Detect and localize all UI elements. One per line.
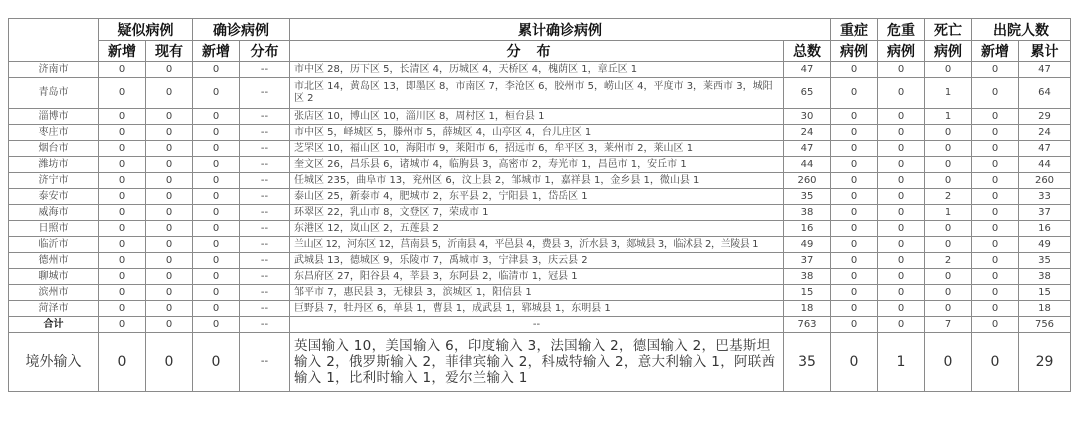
severe-cell: 0 <box>831 237 878 253</box>
death-cell: 1 <box>925 109 972 125</box>
severe-cell: 0 <box>831 285 878 301</box>
distribution-cell: 巨野县 7，牡丹区 6，单县 1，曹县 1，成武县 1，郓城县 1，东明县 1 <box>290 301 784 317</box>
confirmed-new-cell: 0 <box>193 237 240 253</box>
death-cell: 0 <box>925 62 972 78</box>
discharged-new-cell: 0 <box>972 221 1019 237</box>
distribution-cell: 泰山区 25，新泰市 4，肥城市 2，东平县 2，宁阳县 1，岱岳区 1 <box>290 189 784 205</box>
critical-cell: 0 <box>878 205 925 221</box>
death-cell: 0 <box>925 237 972 253</box>
discharged-new-cell: 0 <box>972 173 1019 189</box>
city-cell: 枣庄市 <box>9 125 99 141</box>
table-row <box>9 205 1071 221</box>
confirmed-distribution-cell: -- <box>240 221 290 237</box>
confirmed-distribution-cell: -- <box>240 301 290 317</box>
total-cell: 18 <box>784 301 831 317</box>
total-row <box>9 317 1071 333</box>
suspected-new-cell: 0 <box>99 189 146 205</box>
severe-cell: 0 <box>831 269 878 285</box>
severe-cell: 0 <box>831 333 878 392</box>
suspected-new-cell: 0 <box>99 141 146 157</box>
suspected-new-cell: 0 <box>99 285 146 301</box>
critical-cell: 0 <box>878 269 925 285</box>
death-cell: 0 <box>925 269 972 285</box>
total-cell: 24 <box>784 125 831 141</box>
suspected-new-cell: 0 <box>99 269 146 285</box>
suspected-new-cell: 0 <box>99 237 146 253</box>
header-suspected-current: 现有 <box>146 41 193 62</box>
total-cell: 35 <box>784 333 831 392</box>
discharged-new-cell: 0 <box>972 78 1019 109</box>
suspected-current-cell: 0 <box>146 189 193 205</box>
suspected-current-cell: 0 <box>146 237 193 253</box>
city-cell: 临沂市 <box>9 237 99 253</box>
critical-cell: 0 <box>878 109 925 125</box>
suspected-new-cell: 0 <box>99 173 146 189</box>
discharged-new-cell: 0 <box>972 253 1019 269</box>
discharged-cumulative-cell: 47 <box>1019 141 1071 157</box>
city-cell: 菏泽市 <box>9 301 99 317</box>
table-row <box>9 285 1071 301</box>
distribution-cell: 任城区 235，曲阜市 13，兖州区 6，汶上县 2，邹城市 1，嘉祥县 1，金乡县 1，微山县 1 <box>290 173 784 189</box>
critical-cell: 0 <box>878 317 925 333</box>
critical-cell: 0 <box>878 125 925 141</box>
header-severe-cases: 病例 <box>831 41 878 62</box>
covid-statistics-table <box>8 18 1071 392</box>
confirmed-new-cell: 0 <box>193 317 240 333</box>
import-row <box>9 333 1071 392</box>
death-cell: 0 <box>925 157 972 173</box>
city-cell: 潍坊市 <box>9 157 99 173</box>
discharged-new-cell: 0 <box>972 237 1019 253</box>
city-cell: 滨州市 <box>9 285 99 301</box>
total-cell: 37 <box>784 253 831 269</box>
confirmed-new-cell: 0 <box>193 157 240 173</box>
suspected-current-cell: 0 <box>146 109 193 125</box>
suspected-new-cell: 0 <box>99 253 146 269</box>
discharged-cumulative-cell: 16 <box>1019 221 1071 237</box>
distribution-cell: 英国输入 10，美国输入 6，印度输入 3，法国输入 2，德国输入 2，巴基斯坦输入 2，俄罗斯输入 2，菲律宾输入 2，科威特输入 2，意大利输入 1，阿联酋输入 1，比利时输入 1，爱尔兰输入 1 <box>290 333 784 392</box>
critical-cell: 0 <box>878 157 925 173</box>
discharged-new-cell: 0 <box>972 62 1019 78</box>
discharged-cumulative-cell: 260 <box>1019 173 1071 189</box>
death-cell: 2 <box>925 253 972 269</box>
suspected-new-cell: 0 <box>99 333 146 392</box>
death-cell: 0 <box>925 221 972 237</box>
confirmed-new-cell: 0 <box>193 221 240 237</box>
confirmed-distribution-cell: -- <box>240 78 290 109</box>
suspected-new-cell: 0 <box>99 109 146 125</box>
suspected-current-cell: 0 <box>146 333 193 392</box>
death-cell: 0 <box>925 333 972 392</box>
critical-cell: 0 <box>878 221 925 237</box>
total-cell: 16 <box>784 221 831 237</box>
distribution-cell: 张店区 10，博山区 10，淄川区 8，周村区 1，桓台县 1 <box>290 109 784 125</box>
discharged-cumulative-cell: 29 <box>1019 109 1071 125</box>
table-row <box>9 125 1071 141</box>
suspected-new-cell: 0 <box>99 125 146 141</box>
confirmed-new-cell: 0 <box>193 189 240 205</box>
critical-cell: 0 <box>878 173 925 189</box>
discharged-new-cell: 0 <box>972 333 1019 392</box>
death-cell: 1 <box>925 205 972 221</box>
distribution-cell: -- <box>290 317 784 333</box>
confirmed-distribution-cell: -- <box>240 62 290 78</box>
discharged-cumulative-cell: 15 <box>1019 285 1071 301</box>
header-severe: 重症 <box>831 19 878 41</box>
death-cell: 0 <box>925 173 972 189</box>
suspected-new-cell: 0 <box>99 157 146 173</box>
discharged-new-cell: 0 <box>972 141 1019 157</box>
header-suspected-new: 新增 <box>99 41 146 62</box>
distribution-cell: 市北区 14，黄岛区 13，即墨区 8，市南区 7，李沧区 6，胶州市 5，崂山区 4，平度市 3，莱西市 3，城阳区 2 <box>290 78 784 109</box>
confirmed-new-cell: 0 <box>193 125 240 141</box>
total-cell: 15 <box>784 285 831 301</box>
suspected-current-cell: 0 <box>146 253 193 269</box>
table-row <box>9 301 1071 317</box>
city-cell: 日照市 <box>9 221 99 237</box>
confirmed-new-cell: 0 <box>193 205 240 221</box>
severe-cell: 0 <box>831 125 878 141</box>
discharged-new-cell: 0 <box>972 125 1019 141</box>
table-row <box>9 253 1071 269</box>
severe-cell: 0 <box>831 141 878 157</box>
header-total: 总数 <box>784 41 831 62</box>
table-row <box>9 189 1071 205</box>
confirmed-distribution-cell: -- <box>240 205 290 221</box>
table-row <box>9 237 1071 253</box>
discharged-cumulative-cell: 47 <box>1019 62 1071 78</box>
distribution-cell: 武城县 13，德城区 9，乐陵市 7，禹城市 3，宁津县 3，庆云县 2 <box>290 253 784 269</box>
total-cell: 49 <box>784 237 831 253</box>
suspected-current-cell: 0 <box>146 269 193 285</box>
distribution-cell: 东港区 12，岚山区 2，五莲县 2 <box>290 221 784 237</box>
total-cell: 65 <box>784 78 831 109</box>
death-cell: 7 <box>925 317 972 333</box>
total-cell: 47 <box>784 62 831 78</box>
confirmed-new-cell: 0 <box>193 141 240 157</box>
confirmed-distribution-cell: -- <box>240 237 290 253</box>
total-cell: 35 <box>784 189 831 205</box>
header-suspected: 疑似病例 <box>99 19 193 41</box>
header-confirmed-new: 新增 <box>193 41 240 62</box>
table-row <box>9 141 1071 157</box>
suspected-current-cell: 0 <box>146 157 193 173</box>
confirmed-distribution-cell: -- <box>240 157 290 173</box>
critical-cell: 0 <box>878 141 925 157</box>
confirmed-distribution-cell: -- <box>240 109 290 125</box>
header-death-cases: 病例 <box>925 41 972 62</box>
confirmed-distribution-cell: -- <box>240 333 290 392</box>
critical-cell: 0 <box>878 253 925 269</box>
death-cell: 0 <box>925 125 972 141</box>
discharged-cumulative-cell: 33 <box>1019 189 1071 205</box>
total-cell: 38 <box>784 205 831 221</box>
suspected-new-cell: 0 <box>99 317 146 333</box>
suspected-current-cell: 0 <box>146 78 193 109</box>
discharged-new-cell: 0 <box>972 189 1019 205</box>
suspected-current-cell: 0 <box>146 317 193 333</box>
critical-cell: 1 <box>878 333 925 392</box>
total-label-cell: 合计 <box>9 317 99 333</box>
severe-cell: 0 <box>831 253 878 269</box>
severe-cell: 0 <box>831 189 878 205</box>
discharged-cumulative-cell: 37 <box>1019 205 1071 221</box>
confirmed-distribution-cell: -- <box>240 285 290 301</box>
confirmed-distribution-cell: -- <box>240 317 290 333</box>
confirmed-new-cell: 0 <box>193 269 240 285</box>
discharged-cumulative-cell: 38 <box>1019 269 1071 285</box>
severe-cell: 0 <box>831 62 878 78</box>
confirmed-distribution-cell: -- <box>240 253 290 269</box>
discharged-new-cell: 0 <box>972 157 1019 173</box>
discharged-new-cell: 0 <box>972 205 1019 221</box>
confirmed-new-cell: 0 <box>193 109 240 125</box>
discharged-cumulative-cell: 756 <box>1019 317 1071 333</box>
severe-cell: 0 <box>831 157 878 173</box>
confirmed-new-cell: 0 <box>193 62 240 78</box>
suspected-current-cell: 0 <box>146 285 193 301</box>
discharged-cumulative-cell: 44 <box>1019 157 1071 173</box>
header-critical: 危重 <box>878 19 925 41</box>
header-city-blank <box>9 19 99 62</box>
death-cell: 2 <box>925 189 972 205</box>
suspected-current-cell: 0 <box>146 205 193 221</box>
death-cell: 0 <box>925 141 972 157</box>
total-cell: 47 <box>784 141 831 157</box>
suspected-current-cell: 0 <box>146 125 193 141</box>
confirmed-distribution-cell: -- <box>240 189 290 205</box>
severe-cell: 0 <box>831 173 878 189</box>
discharged-new-cell: 0 <box>972 317 1019 333</box>
table-row <box>9 173 1071 189</box>
distribution-cell: 邹平市 7，惠民县 3，无棣县 3，滨城区 1，阳信县 1 <box>290 285 784 301</box>
severe-cell: 0 <box>831 109 878 125</box>
discharged-new-cell: 0 <box>972 109 1019 125</box>
critical-cell: 0 <box>878 237 925 253</box>
confirmed-new-cell: 0 <box>193 285 240 301</box>
distribution-cell: 东昌府区 27，阳谷县 4，莘县 3，东阿县 2，临清市 1，冠县 1 <box>290 269 784 285</box>
critical-cell: 0 <box>878 301 925 317</box>
city-cell: 烟台市 <box>9 141 99 157</box>
table-body <box>9 62 1071 392</box>
confirmed-distribution-cell: -- <box>240 141 290 157</box>
discharged-cumulative-cell: 18 <box>1019 301 1071 317</box>
discharged-new-cell: 0 <box>972 285 1019 301</box>
discharged-cumulative-cell: 49 <box>1019 237 1071 253</box>
header-confirmed: 确诊病例 <box>193 19 290 41</box>
death-cell: 1 <box>925 78 972 109</box>
city-cell: 德州市 <box>9 253 99 269</box>
distribution-cell: 市中区 5，峄城区 5，滕州市 5，薛城区 4，山亭区 4，台儿庄区 1 <box>290 125 784 141</box>
table-header <box>9 19 1071 62</box>
severe-cell: 0 <box>831 317 878 333</box>
header-cumulative: 累计确诊病例 <box>290 19 831 41</box>
total-cell: 30 <box>784 109 831 125</box>
confirmed-new-cell: 0 <box>193 173 240 189</box>
confirmed-new-cell: 0 <box>193 253 240 269</box>
confirmed-new-cell: 0 <box>193 78 240 109</box>
severe-cell: 0 <box>831 221 878 237</box>
critical-cell: 0 <box>878 78 925 109</box>
statistics-table-container <box>8 18 1070 392</box>
city-cell: 青岛市 <box>9 78 99 109</box>
table-row <box>9 78 1071 109</box>
header-discharged-new: 新增 <box>972 41 1019 62</box>
header-discharged-cumulative: 累计 <box>1019 41 1071 62</box>
city-cell: 聊城市 <box>9 269 99 285</box>
distribution-cell: 奎文区 26，昌乐县 6，诸城市 4，临朐县 3，高密市 2，寿光市 1，昌邑市 1，安丘市 1 <box>290 157 784 173</box>
city-cell: 威海市 <box>9 205 99 221</box>
table-row <box>9 269 1071 285</box>
suspected-new-cell: 0 <box>99 78 146 109</box>
discharged-cumulative-cell: 64 <box>1019 78 1071 109</box>
confirmed-distribution-cell: -- <box>240 173 290 189</box>
confirmed-new-cell: 0 <box>193 301 240 317</box>
discharged-new-cell: 0 <box>972 269 1019 285</box>
death-cell: 0 <box>925 285 972 301</box>
confirmed-distribution-cell: -- <box>240 125 290 141</box>
discharged-cumulative-cell: 24 <box>1019 125 1071 141</box>
distribution-cell: 芝罘区 10，福山区 10，海阳市 9，莱阳市 6，招远市 6，牟平区 3，莱州市 2，莱山区 1 <box>290 141 784 157</box>
suspected-new-cell: 0 <box>99 221 146 237</box>
table-row <box>9 157 1071 173</box>
severe-cell: 0 <box>831 301 878 317</box>
confirmed-new-cell: 0 <box>193 333 240 392</box>
table-row <box>9 109 1071 125</box>
table-row <box>9 62 1071 78</box>
header-discharged: 出院人数 <box>972 19 1071 41</box>
suspected-current-cell: 0 <box>146 62 193 78</box>
discharged-cumulative-cell: 29 <box>1019 333 1071 392</box>
critical-cell: 0 <box>878 285 925 301</box>
total-cell: 44 <box>784 157 831 173</box>
distribution-cell: 市中区 28，历下区 5，长清区 4，历城区 4，天桥区 4，槐荫区 1，章丘区 1 <box>290 62 784 78</box>
city-cell: 泰安市 <box>9 189 99 205</box>
total-cell: 38 <box>784 269 831 285</box>
distribution-cell: 兰山区 12，河东区 12，莒南县 5，沂南县 4，平邑县 4，费县 3，沂水县 3，郯城县 3，临沭县 2，兰陵县 1 <box>290 237 784 253</box>
severe-cell: 0 <box>831 205 878 221</box>
city-cell: 淄博市 <box>9 109 99 125</box>
confirmed-distribution-cell: -- <box>240 269 290 285</box>
severe-cell: 0 <box>831 78 878 109</box>
suspected-current-cell: 0 <box>146 173 193 189</box>
city-cell: 济宁市 <box>9 173 99 189</box>
header-critical-cases: 病例 <box>878 41 925 62</box>
suspected-new-cell: 0 <box>99 205 146 221</box>
table-row <box>9 221 1071 237</box>
discharged-new-cell: 0 <box>972 301 1019 317</box>
suspected-new-cell: 0 <box>99 301 146 317</box>
header-distribution: 分布 <box>290 41 784 62</box>
city-cell: 济南市 <box>9 62 99 78</box>
suspected-new-cell: 0 <box>99 62 146 78</box>
critical-cell: 0 <box>878 189 925 205</box>
distribution-cell: 环翠区 22，乳山市 8，文登区 7，荣成市 1 <box>290 205 784 221</box>
suspected-current-cell: 0 <box>146 141 193 157</box>
critical-cell: 0 <box>878 62 925 78</box>
import-label-cell: 境外输入 <box>9 333 99 392</box>
suspected-current-cell: 0 <box>146 301 193 317</box>
discharged-cumulative-cell: 35 <box>1019 253 1071 269</box>
header-confirmed-distribution: 分布 <box>240 41 290 62</box>
total-cell: 763 <box>784 317 831 333</box>
header-death: 死亡 <box>925 19 972 41</box>
suspected-current-cell: 0 <box>146 221 193 237</box>
total-cell: 260 <box>784 173 831 189</box>
death-cell: 0 <box>925 301 972 317</box>
